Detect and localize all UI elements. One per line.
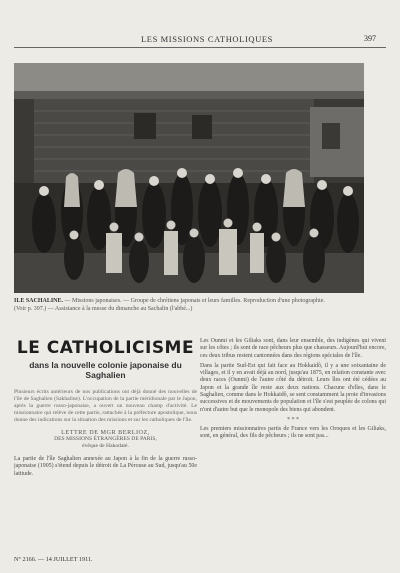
body-paragraph-right-3: Les premiers missionnaires partis de France vers les Oroques et les Giliaks, sont, en général, des fils de pêcheurs ; ils ne sont pas... <box>200 425 386 440</box>
article-title: LE CATHOLICISME <box>16 338 195 358</box>
article-byline <box>14 429 197 450</box>
body-paragraph-left: La partie de l'île Saghalien annexée au Japon à la fin de la guerre russo-japonaise (1905) s'étend depuis le détroit de La Pérouse au Sud, jusqu'au 50e latitude. <box>14 456 197 477</box>
body-paragraph-right-1: Les Ounmi et les Giliaks sont, dans leur ensemble, des indigènes qui vivent sur les côtes ; ils sont de race pêcheurs plus que chasseurs. Aujourd'hui encore, ces deux tribus restent cantonnées dans des régions spéciales de l'île. <box>200 338 386 359</box>
group-photograph <box>14 63 364 293</box>
byline-author: LETTRE DE MGR BERLIOZ, <box>61 429 150 436</box>
article-intro: Plusieurs écrits antérieurs de nos publications ont déjà donné des nouvelles de l'île de Saghalien (Sakhaline). L'occupation de la partie méridionale par le Japon, après la guerre russo-japonaise, a ouvert un nouveau champ d'activité. Le missionnaire qui relève de cette partie, rattachée à la préfecture apostolique, nous donne des indications sur la situation des missions et sur les catholiques de l'île. <box>14 389 197 423</box>
body-paragraph-right-2: Dans la partie Sud-Est qui fait face au Hokkaidô, il y a une soixantaine de villages, et il y en avait déjà au nord, jusqu'au 1875, en relation constante avec deux races (Ounmi) de l'autre côté du détroit. Leurs îles ont été cédées au Japon et la grande île reste aux deux nations. Chacune d'elles, dans le Saghalien, comme dans le Hokkaidô, se sent constamment la proie d'invasions successives et de mouvements de population et l'île s'est peuplée de colons qui n'ont d'autre but que le monopole des biens qui abondent. <box>200 362 386 413</box>
section-separator: * * * <box>287 416 299 423</box>
byline-society: DES MISSIONS ÉTRANGÈRES DE PARIS, <box>54 436 157 442</box>
byline-title: évêque de Hakodaté. <box>82 443 129 449</box>
caption-text: — Missions japonaises. — Groupe de chrétiens japonais et leurs familles. Reproduction d'une photographie. <box>64 298 325 304</box>
left-column <box>14 338 197 478</box>
header-rule <box>14 47 386 48</box>
running-title: LES MISSIONS CATHOLIQUES <box>141 34 273 44</box>
article-subtitle: dans la nouvelle colonie japonaise du Saghalien <box>29 360 182 380</box>
photo-caption <box>14 297 386 313</box>
issue-footer: N° 2166. — 14 JUILLET 1911. <box>14 556 93 563</box>
page-number: 397 <box>364 34 376 43</box>
caption-line2: (Voir p. 397.) — Assistance à la messe du dimanche au Sachalin (l'abbé...) <box>14 306 193 312</box>
right-column <box>200 338 386 441</box>
page-header <box>0 0 400 58</box>
caption-place: ILE SACHALINE. <box>14 298 64 304</box>
